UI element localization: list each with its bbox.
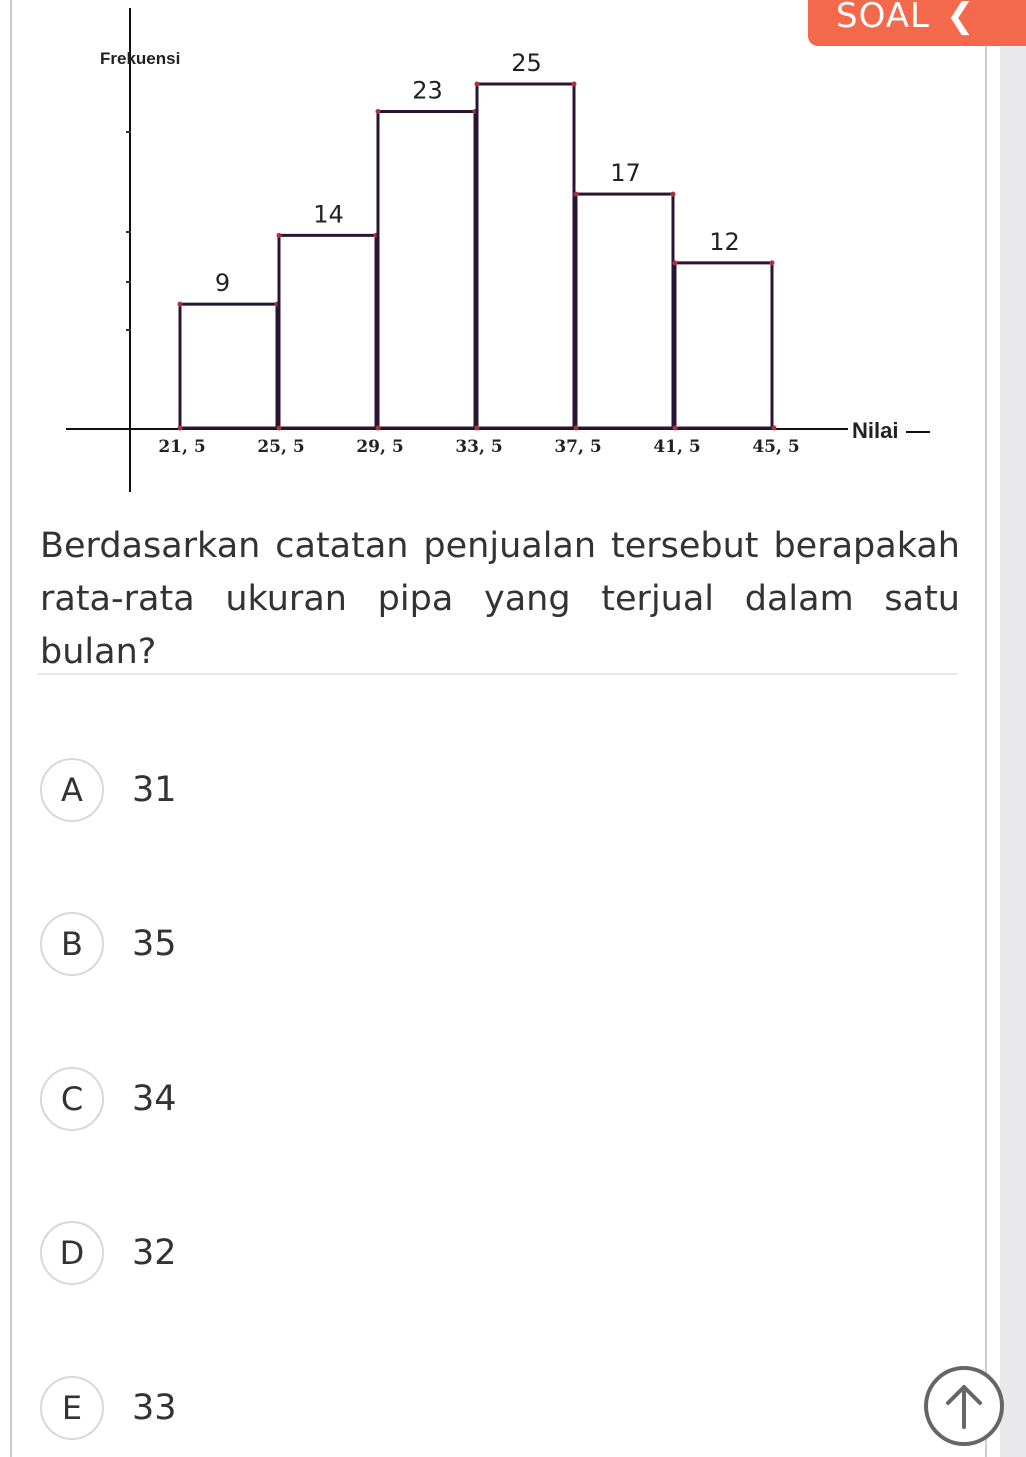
histogram-bar [576,194,673,428]
histogram-bar [279,235,376,428]
option-d-letter: D [40,1221,104,1285]
x-tick-label: 45, 5 [752,437,800,457]
x-tick-label: 25, 5 [257,437,305,457]
bar-value-label: 25 [511,49,542,77]
x-tick-point [277,426,282,431]
bar-corner-point [475,82,480,87]
x-tick-label: 21, 5 [158,437,206,457]
x-tick-label: 37, 5 [554,437,602,457]
x-tick-label: 33, 5 [455,437,503,457]
x-tick-point [475,426,480,431]
histogram-bar [675,263,772,428]
x-tick-point [376,426,381,431]
x-tick-point [574,426,579,431]
bar-corner-point [572,82,577,87]
histogram-bar [180,304,277,428]
bar-value-label: 14 [313,200,344,229]
x-axis-label: Nilai [852,418,899,443]
bar-value-label: 9 [214,269,231,298]
option-d-value: 32 [132,1233,177,1273]
x-tick-label: 29, 5 [356,437,404,457]
scroll-gutter [1000,0,1026,1457]
y-axis-label: Frekuensi [100,49,181,68]
option-c-letter: C [40,1067,104,1131]
histogram-chart [0,0,1000,500]
bar-value-label: 23 [412,76,443,105]
bar-corner-point [277,233,282,238]
scroll-top-button[interactable] [924,1366,1004,1446]
option-e-value: 33 [132,1388,177,1428]
question-divider [38,673,958,675]
x-tick-point [178,426,183,431]
chevron-left-icon: ❮ [945,0,976,36]
bar-corner-point [671,192,676,197]
option-e-letter: E [40,1376,104,1440]
option-b-value: 35 [132,924,177,964]
arrow-up-icon [942,1381,986,1431]
option-d[interactable] [40,1221,640,1285]
bar-value-label: 12 [709,227,740,256]
x-tick-point [673,426,678,431]
question-text: Berdasarkan catatan penjualan tersebut berapakah rata-rata ukuran pipa yang terjual dalam satu bulan? [40,526,960,672]
option-b-letter: B [40,912,104,976]
histogram-bar [477,84,574,428]
bar-corner-point [673,260,678,265]
bar-corner-point [770,260,775,265]
option-a-value: 31 [132,770,177,810]
bar-corner-point [574,192,579,197]
option-e[interactable] [40,1376,640,1440]
x-tick-point [772,426,777,431]
histogram-bar [378,112,475,428]
bar-value-label: 17 [610,159,641,188]
bar-corner-point [376,109,381,114]
x-tick-label: 41, 5 [653,437,701,457]
option-c-value: 34 [132,1079,177,1119]
option-a-letter: A [40,758,104,822]
option-b[interactable] [40,912,640,976]
option-a[interactable] [40,758,640,822]
bar-corner-point [178,302,183,307]
option-c[interactable] [40,1067,640,1131]
soal-tab-label: SOAL [836,0,930,36]
